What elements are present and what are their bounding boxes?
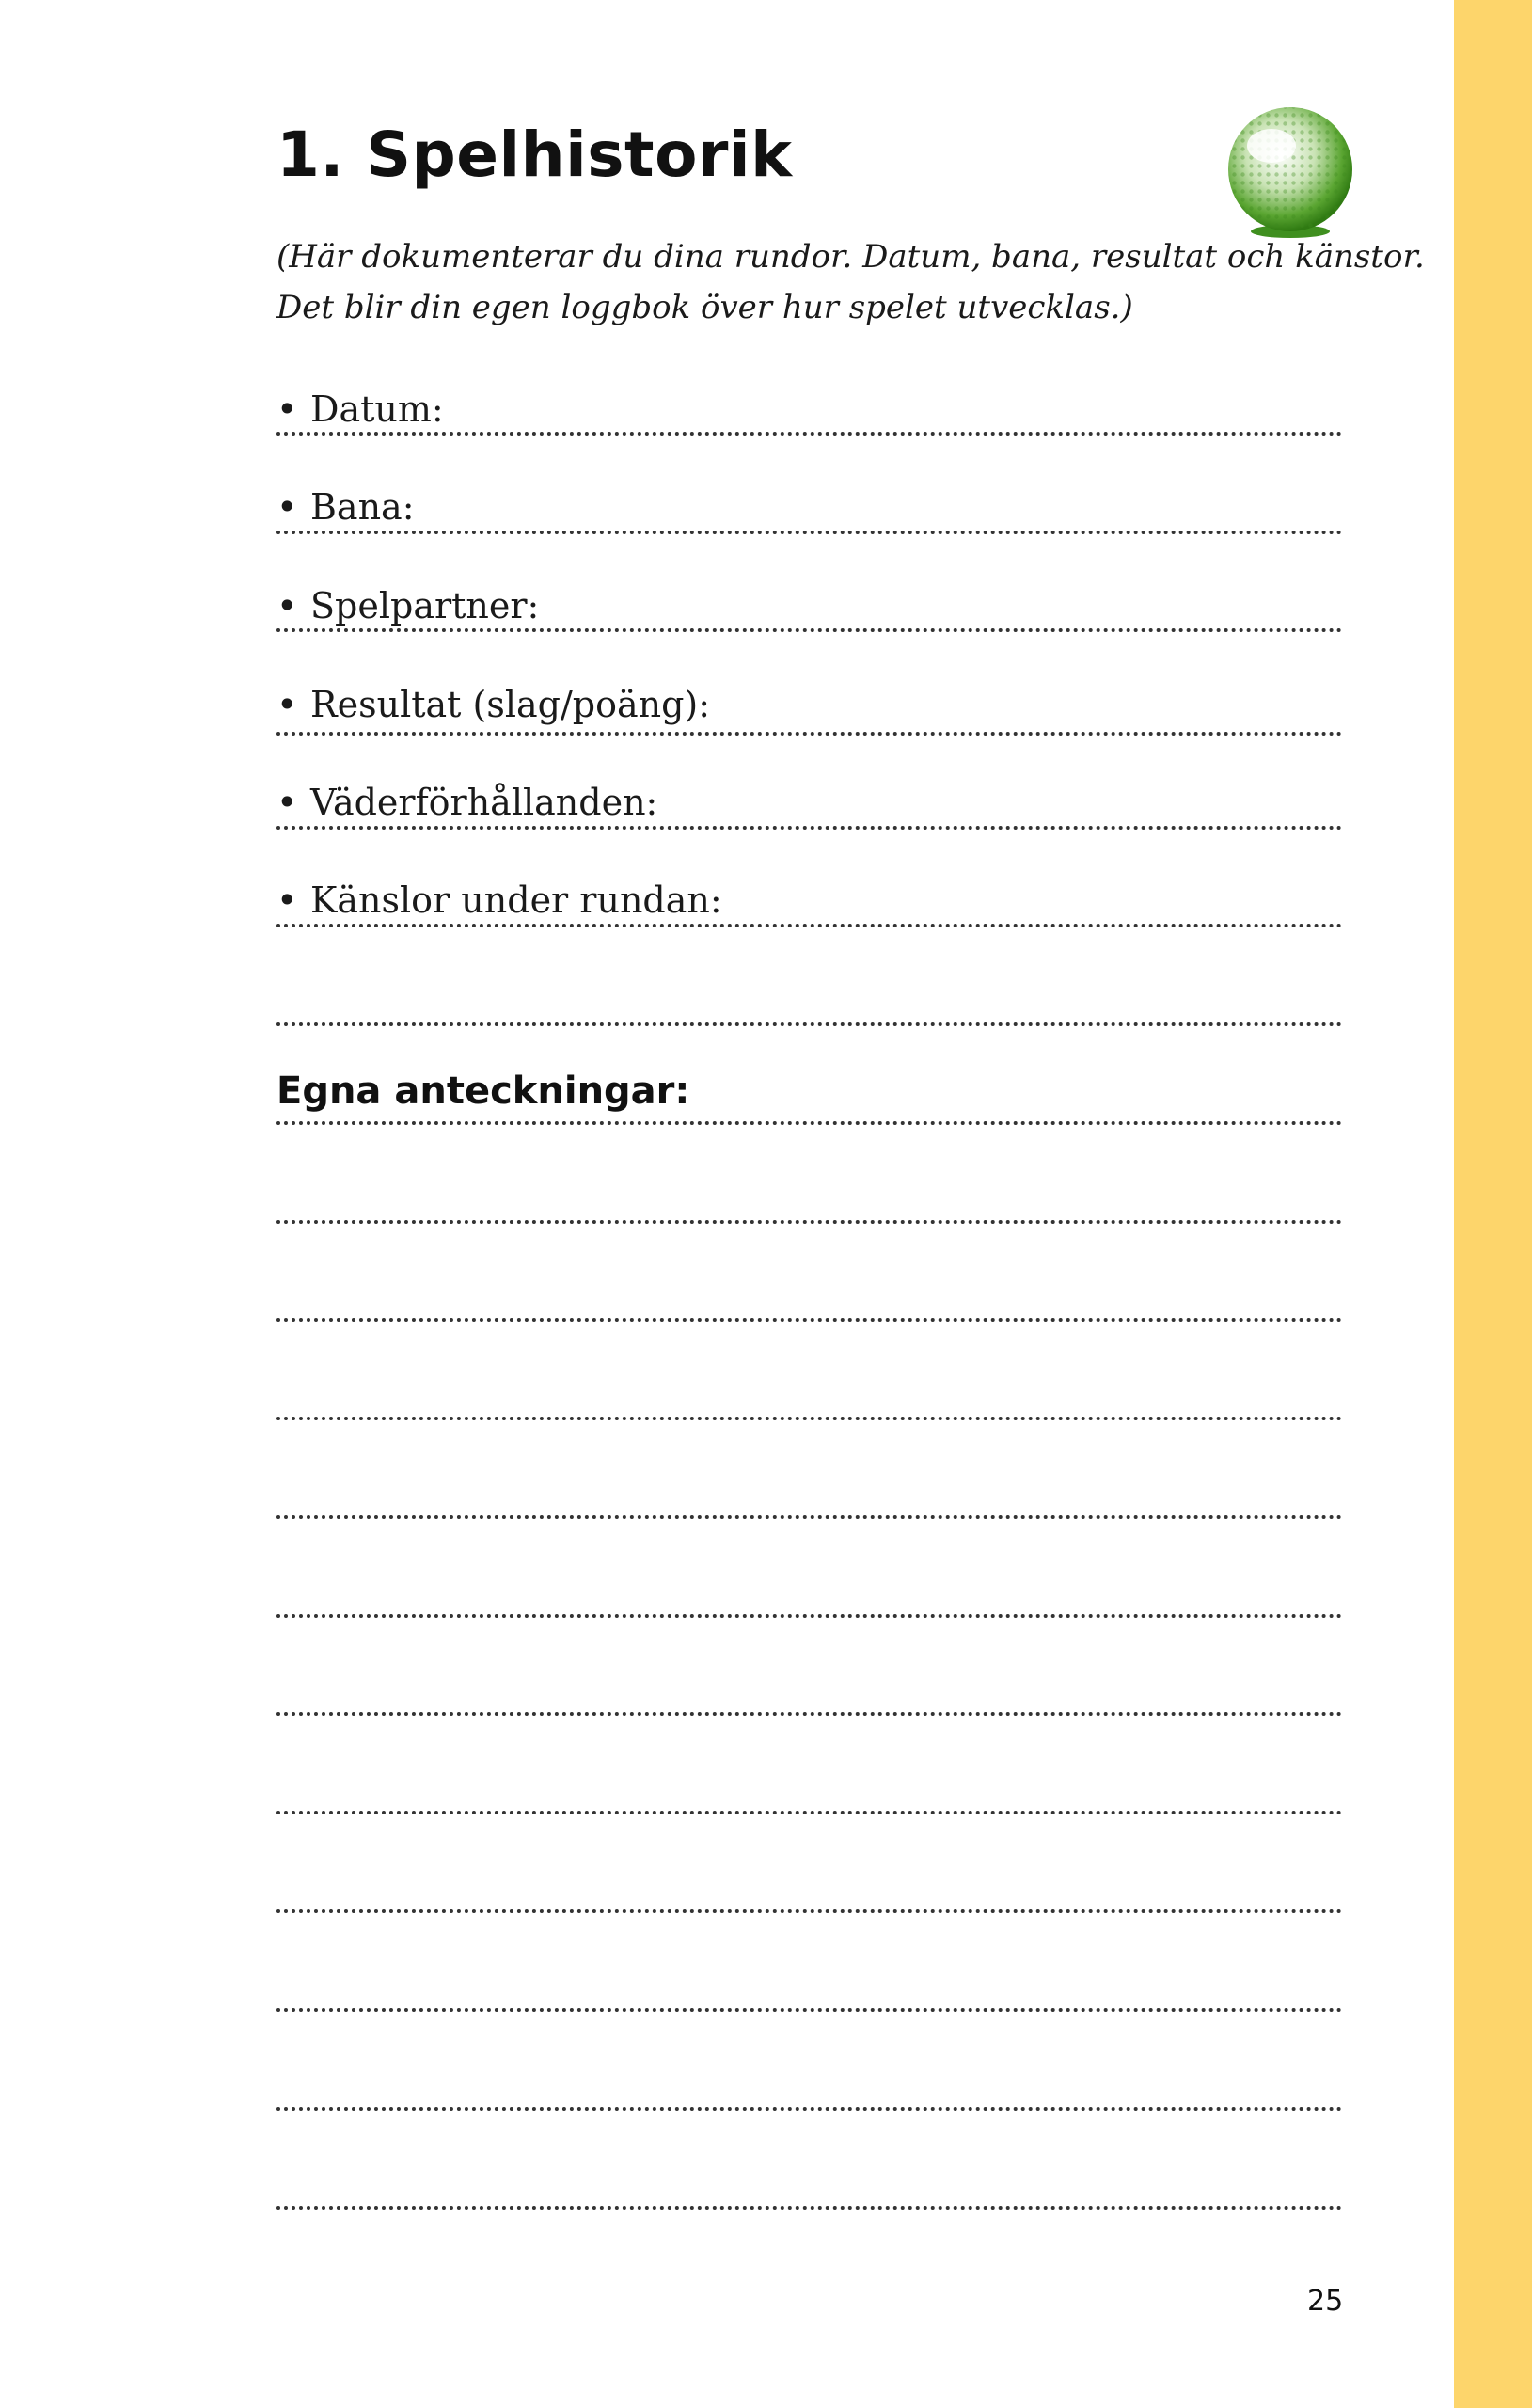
- field-datum: [276, 388, 444, 430]
- field-resultat: [276, 684, 711, 725]
- bullet: •: [276, 388, 298, 430]
- write-line[interactable]: [276, 1022, 1342, 1026]
- intro-line-1: (Här dokumenterar du dina rundor. Datum, bana, resultat och känstor.: [276, 238, 1425, 276]
- notes-line[interactable]: [276, 2206, 1342, 2210]
- notes-line[interactable]: [276, 2008, 1342, 2012]
- notes-line[interactable]: [276, 1220, 1342, 1224]
- notes-heading: Egna anteckningar:: [276, 1069, 690, 1113]
- field-label: Bana:: [310, 486, 415, 528]
- intro-text: [276, 231, 1425, 333]
- golf-ball-icon: [1213, 94, 1364, 245]
- write-line[interactable]: [276, 826, 1342, 830]
- notes-line[interactable]: [276, 1318, 1342, 1322]
- bullet: •: [276, 486, 298, 528]
- field-vaderforhallanden: [276, 782, 658, 823]
- bullet: •: [276, 585, 298, 626]
- write-line[interactable]: [276, 924, 1342, 927]
- bullet: •: [276, 684, 298, 725]
- field-spelpartner: [276, 585, 540, 626]
- write-line[interactable]: [276, 732, 1342, 736]
- field-label: Resultat (slag/poäng):: [310, 684, 711, 725]
- bullet: •: [276, 879, 298, 921]
- field-label: Datum:: [310, 388, 444, 430]
- side-color-band: [1454, 0, 1532, 2408]
- field-label: Väderförhållanden:: [310, 782, 658, 823]
- notes-line[interactable]: [276, 1515, 1342, 1519]
- intro-line-2: Det blir din egen loggbok över hur spelet utvecklas.): [276, 289, 1133, 326]
- field-label: Spelpartner:: [310, 585, 540, 626]
- notes-line[interactable]: [276, 2107, 1342, 2111]
- write-line[interactable]: [276, 432, 1342, 436]
- page-number: 25: [1307, 2285, 1344, 2318]
- notes-line[interactable]: [276, 1614, 1342, 1618]
- write-line[interactable]: [276, 1121, 1342, 1125]
- field-kanslor: [276, 879, 722, 921]
- field-label: Känslor under rundan:: [310, 879, 722, 921]
- notes-line[interactable]: [276, 1712, 1342, 1716]
- write-line[interactable]: [276, 628, 1342, 632]
- notes-line[interactable]: [276, 1811, 1342, 1814]
- page-title: 1. Spelhistorik: [276, 119, 793, 191]
- bullet: •: [276, 782, 298, 823]
- notes-line[interactable]: [276, 1909, 1342, 1913]
- notes-line[interactable]: [276, 1417, 1342, 1420]
- write-line[interactable]: [276, 531, 1342, 534]
- field-bana: [276, 486, 415, 528]
